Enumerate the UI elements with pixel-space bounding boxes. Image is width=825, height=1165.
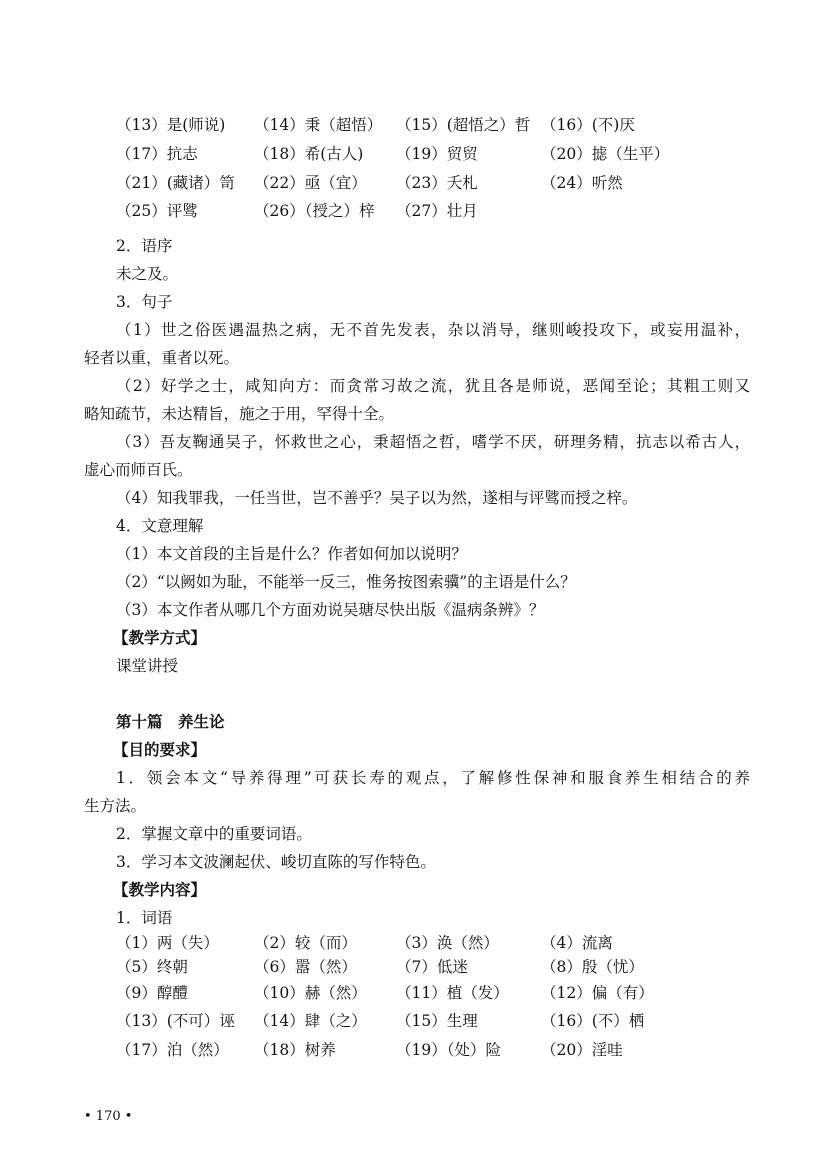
vocab-item: （19）（处）险: [396, 1041, 501, 1059]
objective-2: 2．掌握文章中的重要词语。: [116, 825, 312, 843]
vocab-item: （10）赫（然）: [254, 984, 367, 1002]
vocab-item: （18）希(古人): [254, 145, 364, 163]
sentence-1-line-2: 轻者以重，重者以死。: [84, 349, 240, 367]
vocab-item: （2）较（而）: [254, 934, 357, 952]
section-heading-word-order: 2．语序: [116, 237, 173, 255]
sentence-4: （4）知我罪我，一任当世，岂不善乎？吴子以为然，遂相与评骘而授之梓。: [116, 489, 638, 507]
vocab-item: （6）嚣（然）: [254, 958, 357, 976]
comprehension-question-2: （2）“以阙如为耻，不能举一反三，惟务按图索骥”的主语是什么？: [116, 573, 576, 591]
vocab-item: （5）终朝: [116, 958, 188, 976]
objective-1-line-2: 生方法。: [84, 797, 147, 815]
vocab-item: （3）涣（然）: [396, 934, 499, 952]
objective-1-line-1: 1．领会本文“导养得理”可获长寿的观点，了解修性保神和服食养生相结合的养: [116, 769, 750, 787]
vocab-item: （24）听然: [541, 174, 623, 192]
content-heading: 【教学内容】: [113, 880, 207, 899]
teaching-method-heading: 【教学方式】: [113, 628, 207, 647]
vocab-item: （21）(藏诸）笥: [116, 174, 235, 192]
vocab-item: （25）评骘: [116, 202, 198, 220]
comprehension-question-1: （1）本文首段的主旨是什么？作者如何加以说明？: [116, 545, 467, 563]
section-heading-sentences: 3．句子: [116, 293, 173, 311]
vocab-item: （23）夭札: [396, 174, 478, 192]
vocab-item: （16）(不)厌: [541, 116, 635, 134]
vocab-item: （1）两（失）: [116, 934, 219, 952]
vocab-item: （9）醇醴: [116, 984, 188, 1002]
sentence-1-line-1: （1）世之俗医遇温热之病，无不首先发表，杂以消导，继则峻投攻下，或妄用温补，: [116, 321, 750, 339]
sentence-2-line-1: （2）好学之士，咸知向方：而贪常习故之流，犹且各是师说，恶闻至论；其粗工则又: [116, 377, 750, 395]
vocab-item: （14）秉（超悟）: [254, 116, 383, 134]
vocab-item: （19）贸贸: [396, 145, 478, 163]
comprehension-question-3: （3）本文作者从哪几个方面劝说吴瑭尽快出版《温病条辨》？: [116, 601, 545, 619]
chapter-title: 第十篇 养生论: [116, 712, 225, 731]
vocab-item: （17）抗志: [116, 145, 198, 163]
vocab-item: （22）亟（宜）: [254, 174, 367, 192]
words-heading: 1．词语: [116, 909, 173, 927]
vocab-item: （18）树养: [254, 1041, 336, 1059]
vocab-item: （20）淫哇: [541, 1041, 623, 1059]
vocab-item: （11）植（发）: [396, 984, 509, 1002]
teaching-method-text: 课堂讲授: [116, 657, 179, 675]
vocab-item: （13）是(师说): [116, 116, 226, 134]
sentence-3-line-1: （3）吾友鞠通吴子，怀救世之心，秉超悟之哲，嗜学不厌，研理务精，抗志以希古人，: [116, 433, 750, 451]
objectives-heading: 【目的要求】: [113, 740, 207, 759]
vocab-item: （15）生理: [396, 1012, 478, 1030]
vocab-item: （15）(超悟之）哲: [396, 116, 531, 134]
page-number: • 170 •: [84, 1109, 133, 1124]
vocab-item: （12）偏（有）: [541, 984, 654, 1002]
vocab-item: （16）(不）栖: [541, 1012, 645, 1030]
vocab-item: （27）壮月: [396, 202, 478, 220]
word-order-text: 未之及。: [116, 265, 179, 283]
vocab-item: （14）肆（之）: [254, 1012, 367, 1030]
vocab-item: （13）(不可）诬: [116, 1012, 235, 1030]
vocab-item: （17）泊（然）: [116, 1041, 229, 1059]
objective-3: 3．学习本文波澜起伏、峻切直陈的写作特色。: [116, 853, 436, 871]
vocab-item: （26）（授之）梓: [254, 202, 375, 220]
vocab-item: （4）流离: [541, 934, 613, 952]
sentence-2-line-2: 略知疏节，未达精旨，施之于用，罕得十全。: [84, 405, 395, 423]
section-heading-comprehension: 4．文意理解: [116, 517, 204, 535]
vocab-item: （8）殷（忧）: [541, 958, 644, 976]
sentence-3-line-2: 虚心而师百氏。: [84, 461, 193, 479]
vocab-item: （7）低迷: [396, 958, 468, 976]
vocab-item: （20）摅（生平）: [541, 145, 670, 163]
